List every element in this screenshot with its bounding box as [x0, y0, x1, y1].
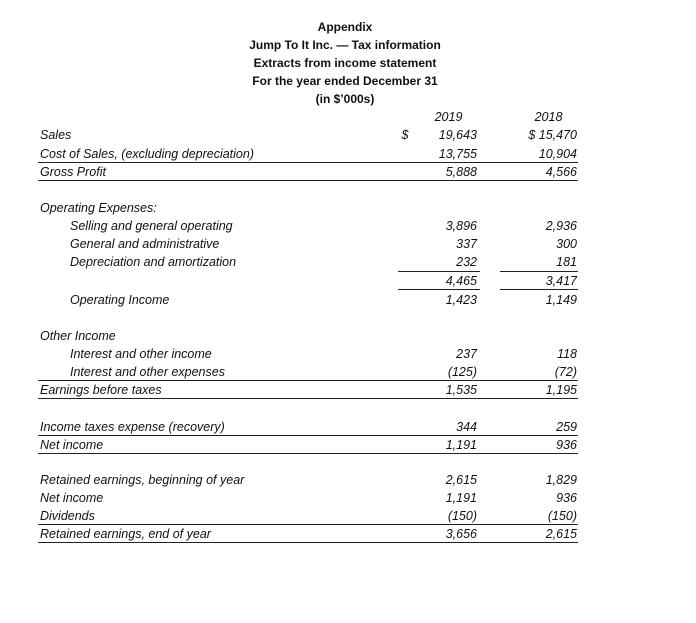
sales-dollar-sign: $	[401, 128, 409, 142]
gross-2019: 5,888	[445, 165, 477, 179]
year-2018-header: 2018	[534, 110, 563, 124]
selling-2018: 2,936	[545, 219, 577, 233]
opinc-label: Operating Income	[70, 293, 170, 307]
opex-heading: Operating Expenses:	[40, 201, 157, 215]
opex-total-2019: 4,465	[445, 274, 477, 288]
interest-expense-2019: (125)	[447, 365, 477, 379]
re-end-2019: 3,656	[445, 527, 477, 541]
other-heading: Other Income	[40, 329, 116, 343]
dividends-2019: (150)	[447, 509, 477, 523]
re-begin-2019: 2,615	[445, 473, 477, 487]
divider-line	[38, 435, 578, 436]
divider-line	[38, 398, 578, 399]
re-end-label: Retained earnings, end of year	[40, 527, 211, 541]
sales-2018: $ 15,470	[528, 128, 577, 142]
statement-title: Extracts from income statement	[253, 56, 437, 70]
ga-2019: 337	[456, 237, 477, 251]
subtotal-line-2019	[398, 289, 480, 290]
divider-line	[38, 162, 578, 163]
dep-label: Depreciation and amortization	[70, 255, 237, 269]
opinc-2019: 1,423	[445, 293, 477, 307]
tax-label: Income taxes expense (recovery)	[40, 420, 225, 434]
ga-label: General and administrative	[70, 237, 220, 251]
re-end-2018: 2,615	[545, 527, 577, 541]
cos-2019: 13,755	[438, 147, 477, 161]
sales-label: Sales	[40, 128, 72, 142]
interest-expense-label: Interest and other expenses	[70, 365, 225, 379]
opinc-2018: 1,149	[545, 293, 577, 307]
dep-2019: 232	[456, 255, 477, 269]
divider-line	[38, 180, 578, 181]
ga-2018: 300	[556, 237, 577, 251]
dep-2018: 181	[556, 255, 577, 269]
units-title: (in $’000s)	[315, 92, 375, 106]
tax-2018: 259	[556, 420, 577, 434]
ebt-2019: 1,535	[445, 383, 477, 397]
re-net-income-label: Net income	[40, 491, 104, 505]
divider-line	[38, 542, 578, 543]
interest-income-2019: 237	[456, 347, 477, 361]
net-income-label: Net income	[40, 438, 104, 452]
re-begin-label: Retained earnings, beginning of year	[40, 473, 245, 487]
cos-label: Cost of Sales, (excluding depreciation)	[40, 147, 255, 161]
subtotal-line-2018	[500, 289, 578, 290]
gross-label: Gross Profit	[40, 165, 106, 179]
net-income-2019: 1,191	[445, 438, 477, 452]
divider-line	[38, 453, 578, 454]
interest-expense-2018: (72)	[554, 365, 577, 379]
ebt-2018: 1,195	[545, 383, 577, 397]
year-2019-header: 2019	[434, 110, 463, 124]
net-income-2018: 936	[556, 438, 577, 452]
interest-income-label: Interest and other income	[70, 347, 212, 361]
selling-2019: 3,896	[445, 219, 477, 233]
appendix-title: Appendix	[317, 20, 373, 34]
company-title: Jump To It Inc. — Tax information	[249, 38, 441, 52]
tax-2019: 344	[456, 420, 477, 434]
gross-2018: 4,566	[545, 165, 577, 179]
statement-header	[200, 18, 490, 108]
interest-income-2018: 118	[557, 347, 577, 361]
re-net-income-2019: 1,191	[445, 491, 477, 505]
re-begin-2018: 1,829	[545, 473, 577, 487]
sales-2019: 19,643	[438, 128, 477, 142]
cos-2018: 10,904	[538, 147, 577, 161]
dividends-label: Dividends	[40, 509, 95, 523]
dividends-2018: (150)	[547, 509, 577, 523]
opex-total-2018: 3,417	[545, 274, 577, 288]
selling-label: Selling and general operating	[70, 219, 233, 233]
re-net-income-2018: 936	[556, 491, 577, 505]
period-title: For the year ended December 31	[252, 74, 438, 88]
ebt-label: Earnings before taxes	[40, 383, 162, 397]
